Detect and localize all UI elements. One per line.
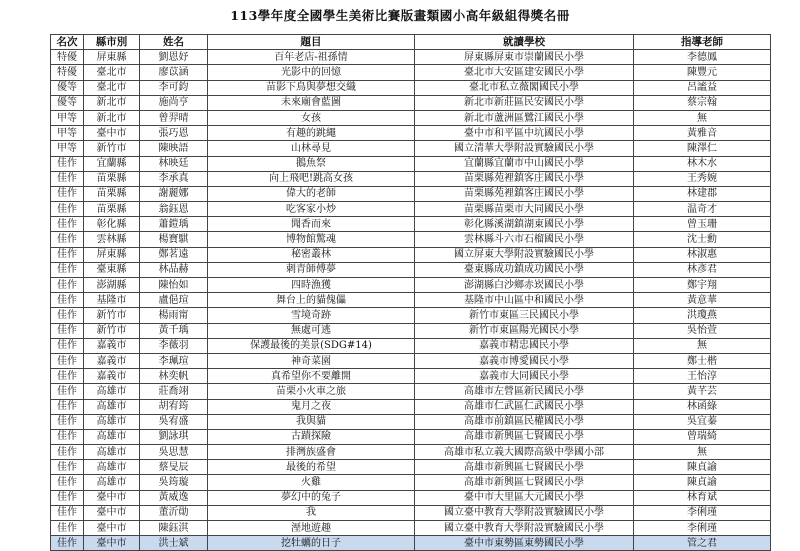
header-teacher: 指導老師: [634, 35, 771, 50]
cell-school: 臺中市大里區大元國民小學: [415, 490, 634, 505]
cell-school: 高雄市前鎮區民權國民小學: [415, 414, 634, 429]
cell-school: 嘉義市博愛國民小學: [415, 353, 634, 368]
cell-county: 高雄市: [84, 460, 140, 475]
cell-name: 胡宥筠: [140, 399, 208, 414]
cell-rank: 佳作: [51, 490, 84, 505]
cell-school: 屏東縣屏東市崇蘭國民小學: [415, 50, 634, 65]
cell-school: 基隆市中山區中和國民小學: [415, 293, 634, 308]
table-row: [51, 141, 771, 156]
cell-name: 陳映語: [140, 141, 208, 156]
cell-rank: 佳作: [51, 384, 84, 399]
table-row: [51, 110, 771, 125]
cell-topic: 苗栗小火車之旅: [208, 384, 415, 399]
cell-topic: 鵝魚祭: [208, 156, 415, 171]
cell-name: 蔡旻辰: [140, 460, 208, 475]
cell-county: 新北市: [84, 110, 140, 125]
cell-school: 新北市新莊區民安國民小學: [415, 95, 634, 110]
cell-teacher: 林木水: [634, 156, 771, 171]
cell-school: 國立清華大學附設實驗國民小學: [415, 141, 634, 156]
cell-rank: 佳作: [51, 414, 84, 429]
table-row: [51, 521, 771, 536]
table-row: [51, 308, 771, 323]
cell-name: 謝麗娜: [140, 186, 208, 201]
cell-rank: 佳作: [51, 156, 84, 171]
cell-teacher: 曾玉珊: [634, 217, 771, 232]
cell-name: 陳鈺淇: [140, 521, 208, 536]
table-row: [51, 429, 771, 444]
cell-name: 黃千瑀: [140, 323, 208, 338]
cell-county: 臺中市: [84, 490, 140, 505]
cell-rank: 特優: [51, 50, 84, 65]
cell-topic: 苗影下鳥與夢想交織: [208, 80, 415, 95]
table-row: [51, 384, 771, 399]
cell-school: 國立屏東大學附設實驗國民小學: [415, 247, 634, 262]
table-row: [51, 475, 771, 490]
cell-topic: 鬼月之夜: [208, 399, 415, 414]
table-row: [51, 232, 771, 247]
cell-teacher: 無: [634, 338, 771, 353]
cell-teacher: 吳怡萱: [634, 323, 771, 338]
cell-county: 宜蘭縣: [84, 156, 140, 171]
cell-name: 林映廷: [140, 156, 208, 171]
cell-county: 臺北市: [84, 80, 140, 95]
cell-school: 臺北市大安區建安國民小學: [415, 65, 634, 80]
cell-name: 林品赫: [140, 262, 208, 277]
table-row: [51, 445, 771, 460]
cell-county: 臺中市: [84, 536, 140, 551]
table-row: [51, 460, 771, 475]
cell-rank: 佳作: [51, 353, 84, 368]
cell-school: 嘉義市精忠國民小學: [415, 338, 634, 353]
cell-topic: 最後的希望: [208, 460, 415, 475]
cell-rank: 佳作: [51, 186, 84, 201]
cell-teacher: 林函綠: [634, 399, 771, 414]
cell-name: 李承真: [140, 171, 208, 186]
cell-school: 彰化縣溪湖鎮湖東國民小學: [415, 217, 634, 232]
cell-teacher: 黃雅音: [634, 126, 771, 141]
cell-county: 臺中市: [84, 126, 140, 141]
cell-name: 曾羿晴: [140, 110, 208, 125]
cell-teacher: 王怡淳: [634, 369, 771, 384]
award-table: [50, 34, 771, 551]
cell-topic: 挖牡蠣的日子: [208, 536, 415, 551]
cell-topic: 光影中的回憶: [208, 65, 415, 80]
cell-county: 高雄市: [84, 399, 140, 414]
cell-teacher: 林育斌: [634, 490, 771, 505]
cell-county: 苗栗縣: [84, 171, 140, 186]
cell-county: 雲林縣: [84, 232, 140, 247]
table-row: [51, 353, 771, 368]
table-row: [51, 186, 771, 201]
cell-name: 施尚亨: [140, 95, 208, 110]
cell-name: 張巧恩: [140, 126, 208, 141]
cell-county: 臺北市: [84, 65, 140, 80]
cell-school: 雲林縣斗六市石榴國民小學: [415, 232, 634, 247]
cell-teacher: 吳宜蓁: [634, 414, 771, 429]
table-row: [51, 505, 771, 520]
cell-county: 高雄市: [84, 445, 140, 460]
cell-name: 盧俋瑄: [140, 293, 208, 308]
cell-rank: 佳作: [51, 262, 84, 277]
cell-county: 屏東縣: [84, 50, 140, 65]
cell-topic: 神奇菜園: [208, 353, 415, 368]
document-title: 113學年度全國學生美術比賽版畫類國小高年級組得獎名冊: [230, 8, 570, 23]
table-row: [51, 156, 771, 171]
cell-rank: 佳作: [51, 460, 84, 475]
cell-rank: 佳作: [51, 429, 84, 444]
table-row: [51, 490, 771, 505]
cell-name: 林奕帆: [140, 369, 208, 384]
header-school: 就讀學校: [415, 35, 634, 50]
cell-topic: 有趣的跳繩: [208, 126, 415, 141]
cell-teacher: 蔡宗翰: [634, 95, 771, 110]
cell-rank: 佳作: [51, 171, 84, 186]
cell-teacher: 黃芊芸: [634, 384, 771, 399]
cell-county: 苗栗縣: [84, 202, 140, 217]
cell-name: 吳筠璇: [140, 475, 208, 490]
header-county: 縣市別: [84, 35, 140, 50]
cell-school: 苗栗縣苑裡鎮客庄國民小學: [415, 186, 634, 201]
cell-county: 苗栗縣: [84, 186, 140, 201]
cell-topic: 火雞: [208, 475, 415, 490]
cell-teacher: 無: [634, 445, 771, 460]
cell-teacher: 李俐瑾: [634, 521, 771, 536]
cell-teacher: 呂謐益: [634, 80, 771, 95]
cell-name: 吳思慧: [140, 445, 208, 460]
cell-county: 屏東縣: [84, 247, 140, 262]
cell-school: 臺北市私立薇閣國民小學: [415, 80, 634, 95]
cell-school: 高雄市新興區七賢國民小學: [415, 475, 634, 490]
cell-school: 國立臺中教育大學附設實驗國民小學: [415, 505, 634, 520]
cell-topic: 秘密叢林: [208, 247, 415, 262]
table-row: [51, 95, 771, 110]
cell-teacher: 王秀婉: [634, 171, 771, 186]
cell-county: 基隆市: [84, 293, 140, 308]
table-row: [51, 369, 771, 384]
cell-school: 臺中市和平區中坑國民小學: [415, 126, 634, 141]
cell-rank: 佳作: [51, 293, 84, 308]
cell-topic: 山林尋見: [208, 141, 415, 156]
cell-rank: 佳作: [51, 445, 84, 460]
cell-teacher: 陳澤仁: [634, 141, 771, 156]
cell-name: 黃威逸: [140, 490, 208, 505]
cell-topic: 百年老店-祖孫情: [208, 50, 415, 65]
cell-teacher: 陳貞諭: [634, 475, 771, 490]
cell-rank: 佳作: [51, 521, 84, 536]
cell-county: 新北市: [84, 95, 140, 110]
cell-name: 吳宥盛: [140, 414, 208, 429]
cell-rank: 優等: [51, 95, 84, 110]
cell-topic: 排灣族盛會: [208, 445, 415, 460]
cell-school: 臺中市東勢區東勢國民小學: [415, 536, 634, 551]
cell-school: 高雄市左營區新民國民小學: [415, 384, 634, 399]
cell-rank: 佳作: [51, 475, 84, 490]
cell-school: 澎湖縣白沙鄉赤崁國民小學: [415, 278, 634, 293]
cell-topic: 古蹟探險: [208, 429, 415, 444]
table-row: [51, 247, 771, 262]
cell-county: 嘉義市: [84, 353, 140, 368]
cell-teacher: 陳貞諭: [634, 460, 771, 475]
cell-county: 嘉義市: [84, 369, 140, 384]
cell-name: 李珮瑄: [140, 353, 208, 368]
cell-name: 蕭鎧瑀: [140, 217, 208, 232]
cell-county: 彰化縣: [84, 217, 140, 232]
cell-rank: 佳作: [51, 399, 84, 414]
table-row: [51, 80, 771, 95]
cell-school: 高雄市私立義大國際高級中學國小部: [415, 445, 634, 460]
cell-teacher: 林淑惠: [634, 247, 771, 262]
cell-school: 臺東縣成功鎮成功國民小學: [415, 262, 634, 277]
cell-school: 新北市蘆洲區鷺江國民小學: [415, 110, 634, 125]
cell-teacher: 洪瓊燕: [634, 308, 771, 323]
cell-rank: 佳作: [51, 505, 84, 520]
cell-rank: 佳作: [51, 232, 84, 247]
cell-rank: 優等: [51, 80, 84, 95]
cell-rank: 特優: [51, 65, 84, 80]
cell-name: 鄭茗遠: [140, 247, 208, 262]
cell-school: 國立臺中教育大學附設實驗國民小學: [415, 521, 634, 536]
cell-teacher: 鄭士楷: [634, 353, 771, 368]
cell-rank: 佳作: [51, 278, 84, 293]
cell-rank: 佳作: [51, 202, 84, 217]
cell-rank: 甲等: [51, 110, 84, 125]
cell-teacher: 管之君: [634, 536, 771, 551]
cell-topic: 真希望你不要離開: [208, 369, 415, 384]
cell-county: 臺中市: [84, 521, 140, 536]
cell-county: 新竹市: [84, 308, 140, 323]
table-row: [51, 536, 771, 551]
cell-county: 嘉義市: [84, 338, 140, 353]
cell-topic: 博物館驚魂: [208, 232, 415, 247]
cell-teacher: 林彥君: [634, 262, 771, 277]
cell-rank: 佳作: [51, 536, 84, 551]
cell-teacher: 沈士勳: [634, 232, 771, 247]
table-row: [51, 126, 771, 141]
cell-county: 臺東縣: [84, 262, 140, 277]
cell-teacher: 鄭宇翔: [634, 278, 771, 293]
cell-topic: 刺青師傅夢: [208, 262, 415, 277]
cell-topic: 夢幻中的兔子: [208, 490, 415, 505]
table-row: [51, 414, 771, 429]
cell-name: 李可鈞: [140, 80, 208, 95]
table-row: [51, 217, 771, 232]
table-row: [51, 65, 771, 80]
cell-teacher: 李德鳳: [634, 50, 771, 65]
cell-name: 洪士斌: [140, 536, 208, 551]
cell-rank: 佳作: [51, 247, 84, 262]
cell-rank: 佳作: [51, 308, 84, 323]
cell-name: 楊寶騏: [140, 232, 208, 247]
table-row: [51, 278, 771, 293]
cell-topic: 雪境奇跡: [208, 308, 415, 323]
table-row: [51, 293, 771, 308]
cell-name: 陳怡如: [140, 278, 208, 293]
cell-county: 新竹市: [84, 141, 140, 156]
cell-county: 澎湖縣: [84, 278, 140, 293]
cell-teacher: 無: [634, 110, 771, 125]
cell-topic: 未來廟會藍圖: [208, 95, 415, 110]
cell-rank: 佳作: [51, 217, 84, 232]
cell-topic: 四時漁獲: [208, 278, 415, 293]
cell-teacher: 黃意華: [634, 293, 771, 308]
cell-school: 嘉義市大同國民小學: [415, 369, 634, 384]
cell-name: 劉詠琪: [140, 429, 208, 444]
cell-county: 臺中市: [84, 505, 140, 520]
cell-name: 楊雨甯: [140, 308, 208, 323]
cell-school: 苗栗縣苑裡鎮客庄國民小學: [415, 171, 634, 186]
cell-rank: 佳作: [51, 369, 84, 384]
cell-teacher: 温奇才: [634, 202, 771, 217]
cell-topic: 保護最後的美景(SDG#14): [208, 338, 415, 353]
table-row: [51, 262, 771, 277]
table-row: [51, 171, 771, 186]
table-row: [51, 323, 771, 338]
cell-school: 高雄市新興區七賢國民小學: [415, 460, 634, 475]
cell-school: 新竹市東區三民國民小學: [415, 308, 634, 323]
header-rank: 名次: [51, 35, 84, 50]
cell-county: 高雄市: [84, 384, 140, 399]
cell-topic: 我: [208, 505, 415, 520]
cell-rank: 佳作: [51, 338, 84, 353]
cell-school: 宜蘭縣宜蘭市中山國民小學: [415, 156, 634, 171]
header-name: 姓名: [140, 35, 208, 50]
table-row: [51, 202, 771, 217]
cell-school: 苗栗縣苗栗市大同國民小學: [415, 202, 634, 217]
cell-topic: 溼地遊趣: [208, 521, 415, 536]
cell-name: 李薇羽: [140, 338, 208, 353]
cell-topic: 偉大的老師: [208, 186, 415, 201]
cell-teacher: 曾瑞綺: [634, 429, 771, 444]
cell-rank: 佳作: [51, 323, 84, 338]
cell-teacher: 李俐瑾: [634, 505, 771, 520]
cell-topic: 聞香而來: [208, 217, 415, 232]
cell-county: 高雄市: [84, 429, 140, 444]
table-row: [51, 399, 771, 414]
cell-rank: 甲等: [51, 141, 84, 156]
table-header-row: [51, 35, 771, 50]
cell-name: 翁鈺恩: [140, 202, 208, 217]
cell-name: 廖苡涵: [140, 65, 208, 80]
cell-topic: 吃客家小炒: [208, 202, 415, 217]
cell-topic: 我與貓: [208, 414, 415, 429]
cell-county: 高雄市: [84, 475, 140, 490]
table-row: [51, 338, 771, 353]
cell-topic: 女孩: [208, 110, 415, 125]
cell-school: 高雄市仁武區仁武國民小學: [415, 399, 634, 414]
cell-name: 劉恩妤: [140, 50, 208, 65]
cell-topic: 無處可逃: [208, 323, 415, 338]
header-topic: 題目: [208, 35, 415, 50]
cell-school: 高雄市新興區七賢國民小學: [415, 429, 634, 444]
cell-teacher: 林建郡: [634, 186, 771, 201]
cell-teacher: 陳豐元: [634, 65, 771, 80]
cell-rank: 甲等: [51, 126, 84, 141]
cell-county: 新竹市: [84, 323, 140, 338]
cell-topic: 舞台上的貓傀儡: [208, 293, 415, 308]
cell-school: 新竹市東區陽光國民小學: [415, 323, 634, 338]
cell-name: 莊喬翊: [140, 384, 208, 399]
cell-county: 高雄市: [84, 414, 140, 429]
cell-topic: 向上飛吧!跳高女孩: [208, 171, 415, 186]
cell-name: 董沂勛: [140, 505, 208, 520]
table-row: [51, 50, 771, 65]
